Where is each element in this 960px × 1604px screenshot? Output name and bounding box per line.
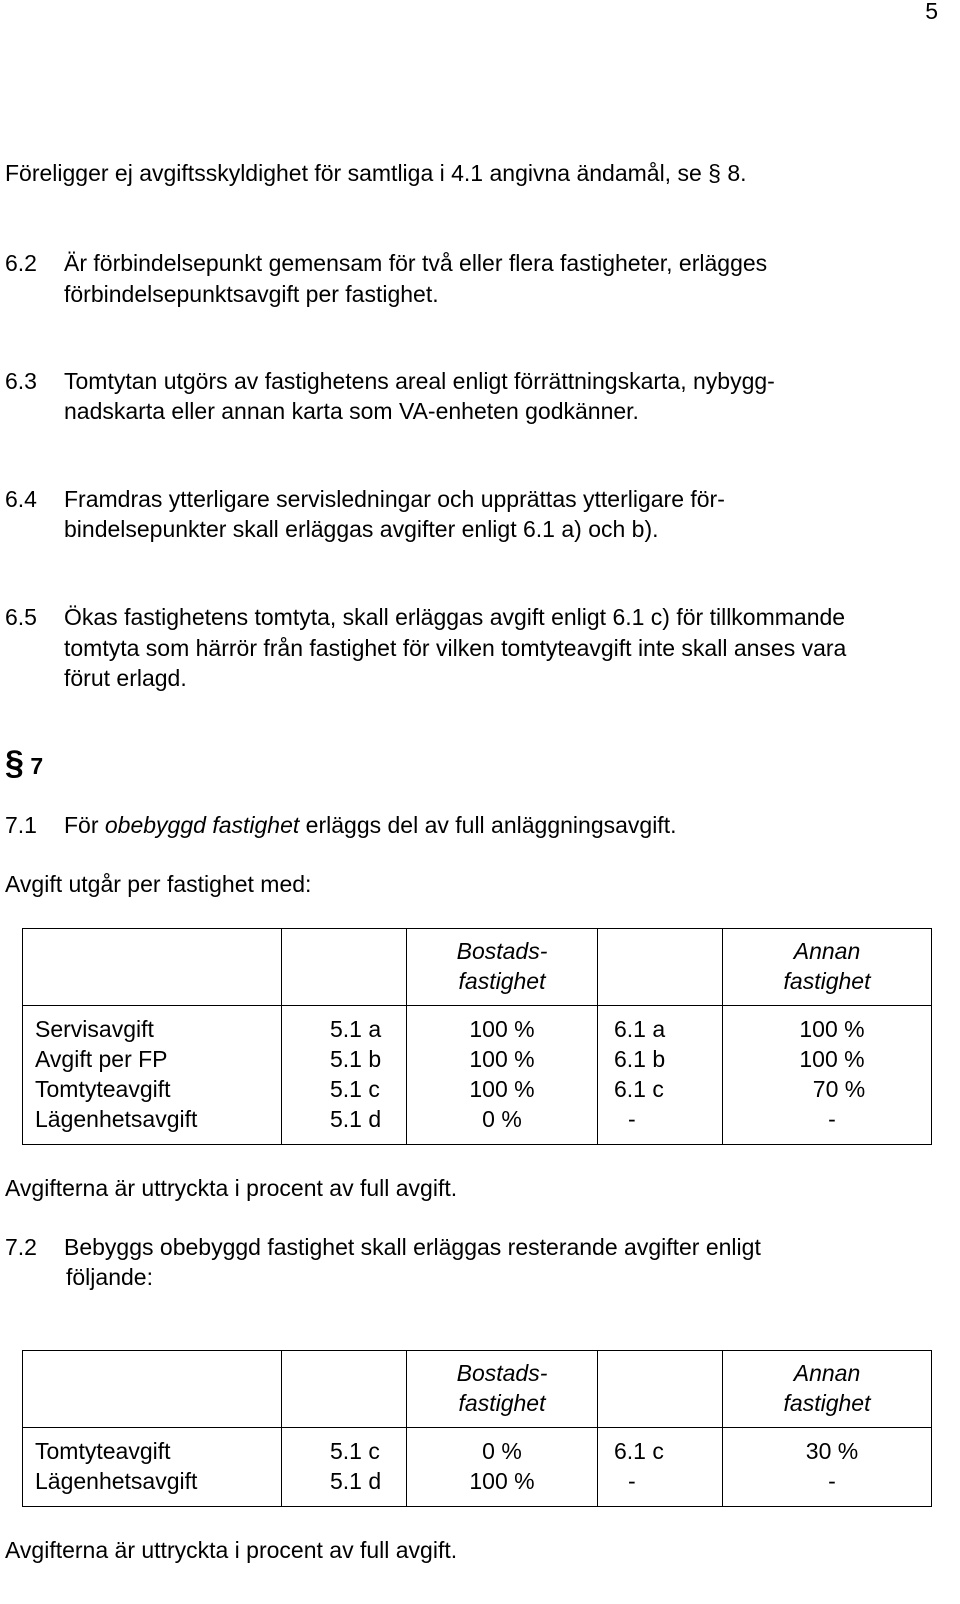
pct-cell-bostad xyxy=(407,1428,598,1507)
paragraph-line: följande: xyxy=(66,1264,153,1290)
note-1: Avgifterna är uttryckta i procent av full avgift. xyxy=(5,1175,458,1201)
header-text: Annan xyxy=(793,938,861,964)
header-cell-annan xyxy=(723,1351,932,1428)
paragraph-line: Tomtytan utgörs av fastighetens areal enligt förrättningskarta, nybygg- xyxy=(64,368,775,394)
ref-value: - xyxy=(628,1468,636,1494)
pct-value: 70 % xyxy=(812,1076,866,1102)
ref-value: - xyxy=(628,1106,636,1132)
header-text: fastighet xyxy=(783,1390,871,1416)
header-cell-empty xyxy=(598,929,723,1006)
ref-cell xyxy=(598,1006,723,1145)
header-cell-bostad xyxy=(407,1351,598,1428)
text-part: erläggs del av full anläggningsavgift. xyxy=(299,812,677,838)
header-cell-empty xyxy=(23,929,282,1006)
page-number: 5 xyxy=(925,0,938,24)
fee-name: Tomtyteavgift xyxy=(35,1076,171,1102)
ref-value: 5.1 c xyxy=(330,1076,380,1102)
header-text: Bostads- xyxy=(456,1360,548,1386)
fee-name: Tomtyteavgift xyxy=(35,1438,171,1464)
header-text: fastighet xyxy=(458,968,546,994)
text-part: För xyxy=(64,812,105,838)
intro-text: Föreligger ej avgiftsskyldighet för samtliga i 4.1 angivna ändamål, se § 8. xyxy=(5,160,747,186)
pct-value: - xyxy=(828,1468,836,1494)
pct-value: 0 % xyxy=(482,1438,522,1464)
ref-value: 5.1 d xyxy=(330,1468,382,1494)
ref-value: 5.1 c xyxy=(330,1438,380,1464)
header-cell-empty xyxy=(282,929,407,1006)
pct-value: 100 % xyxy=(799,1046,865,1072)
header-text: Annan xyxy=(793,1360,861,1386)
paragraph-number: 7.1 xyxy=(5,812,37,838)
header-cell-annan xyxy=(723,929,932,1006)
fee-name: Servisavgift xyxy=(35,1016,154,1042)
paragraph-number: 6.3 xyxy=(5,368,37,394)
fee-intro: Avgift utgår per fastighet med: xyxy=(5,871,312,897)
ref-value: 6.1 b xyxy=(614,1046,666,1072)
paragraph-line: tomtyta som härrör från fastighet för vilken tomtyteavgift inte skall anses vara xyxy=(64,635,847,661)
pct-cell-annan xyxy=(723,1428,932,1507)
ref-cell xyxy=(282,1428,407,1507)
section-heading xyxy=(5,744,44,782)
paragraph-line: Är förbindelsepunkt gemensam för två eller flera fastigheter, erlägges xyxy=(64,250,768,276)
paragraph-number: 7.2 xyxy=(5,1234,37,1260)
fee-name: Avgift per FP xyxy=(35,1046,168,1072)
fee-names-cell xyxy=(23,1428,282,1507)
pct-value: - xyxy=(828,1106,836,1132)
pct-value: 0 % xyxy=(482,1106,522,1132)
fee-names-cell xyxy=(23,1006,282,1145)
paragraph-line: nadskarta eller annan karta som VA-enheten godkänner. xyxy=(64,398,639,424)
paragraph-number: 6.5 xyxy=(5,604,37,630)
paragraph-line: bindelsepunkter skall erläggas avgifter enligt 6.1 a) och b). xyxy=(64,516,659,542)
pct-value: 100 % xyxy=(469,1016,535,1042)
fee-table-2 xyxy=(22,1350,932,1507)
paragraph-line: förbindelsepunktsavgift per fastighet. xyxy=(64,281,439,307)
header-text: fastighet xyxy=(783,968,871,994)
pct-value: 100 % xyxy=(469,1046,535,1072)
paragraph-number: 6.4 xyxy=(5,486,37,512)
header-cell-empty xyxy=(598,1351,723,1428)
ref-value: 5.1 d xyxy=(330,1106,382,1132)
pct-cell-annan xyxy=(723,1006,932,1145)
paragraph-line: Bebyggs obebyggd fastighet skall erläggas resterande avgifter enligt xyxy=(64,1234,761,1260)
ref-cell xyxy=(598,1428,723,1507)
ref-value: 5.1 a xyxy=(330,1016,382,1042)
italic-term: obebyggd fastighet xyxy=(104,812,300,838)
header-text: Bostads- xyxy=(456,938,548,964)
ref-value: 6.1 c xyxy=(614,1076,664,1102)
fee-name: Lägenhetsavgift xyxy=(35,1468,198,1494)
ref-value: 6.1 c xyxy=(614,1438,664,1464)
header-cell-empty xyxy=(23,1351,282,1428)
paragraph-line: Framdras ytterligare servisledningar och upprättas ytterligare för- xyxy=(64,486,725,512)
pct-value: 100 % xyxy=(469,1076,535,1102)
header-text: fastighet xyxy=(458,1390,546,1416)
section-number: 7 xyxy=(30,753,44,779)
pct-value: 100 % xyxy=(469,1468,535,1494)
paragraph-line: Ökas fastighetens tomtyta, skall erläggas avgift enligt 6.1 c) för tillkommande xyxy=(64,604,846,630)
pct-cell-bostad xyxy=(407,1006,598,1145)
ref-value: 5.1 b xyxy=(330,1046,382,1072)
fee-name: Lägenhetsavgift xyxy=(35,1106,198,1132)
pct-value: 100 % xyxy=(799,1016,865,1042)
paragraph-number: 6.2 xyxy=(5,250,37,276)
paragraph-7-1 xyxy=(64,810,676,840)
header-cell-empty xyxy=(282,1351,407,1428)
ref-value: 6.1 a xyxy=(614,1016,666,1042)
header-cell-bostad xyxy=(407,929,598,1006)
section-symbol: § xyxy=(5,744,24,782)
note-2: Avgifterna är uttryckta i procent av full avgift. xyxy=(5,1537,458,1563)
fee-table-1 xyxy=(22,928,932,1145)
paragraph-line: förut erlagd. xyxy=(64,665,187,691)
ref-cell xyxy=(282,1006,407,1145)
pct-value: 30 % xyxy=(805,1438,859,1464)
